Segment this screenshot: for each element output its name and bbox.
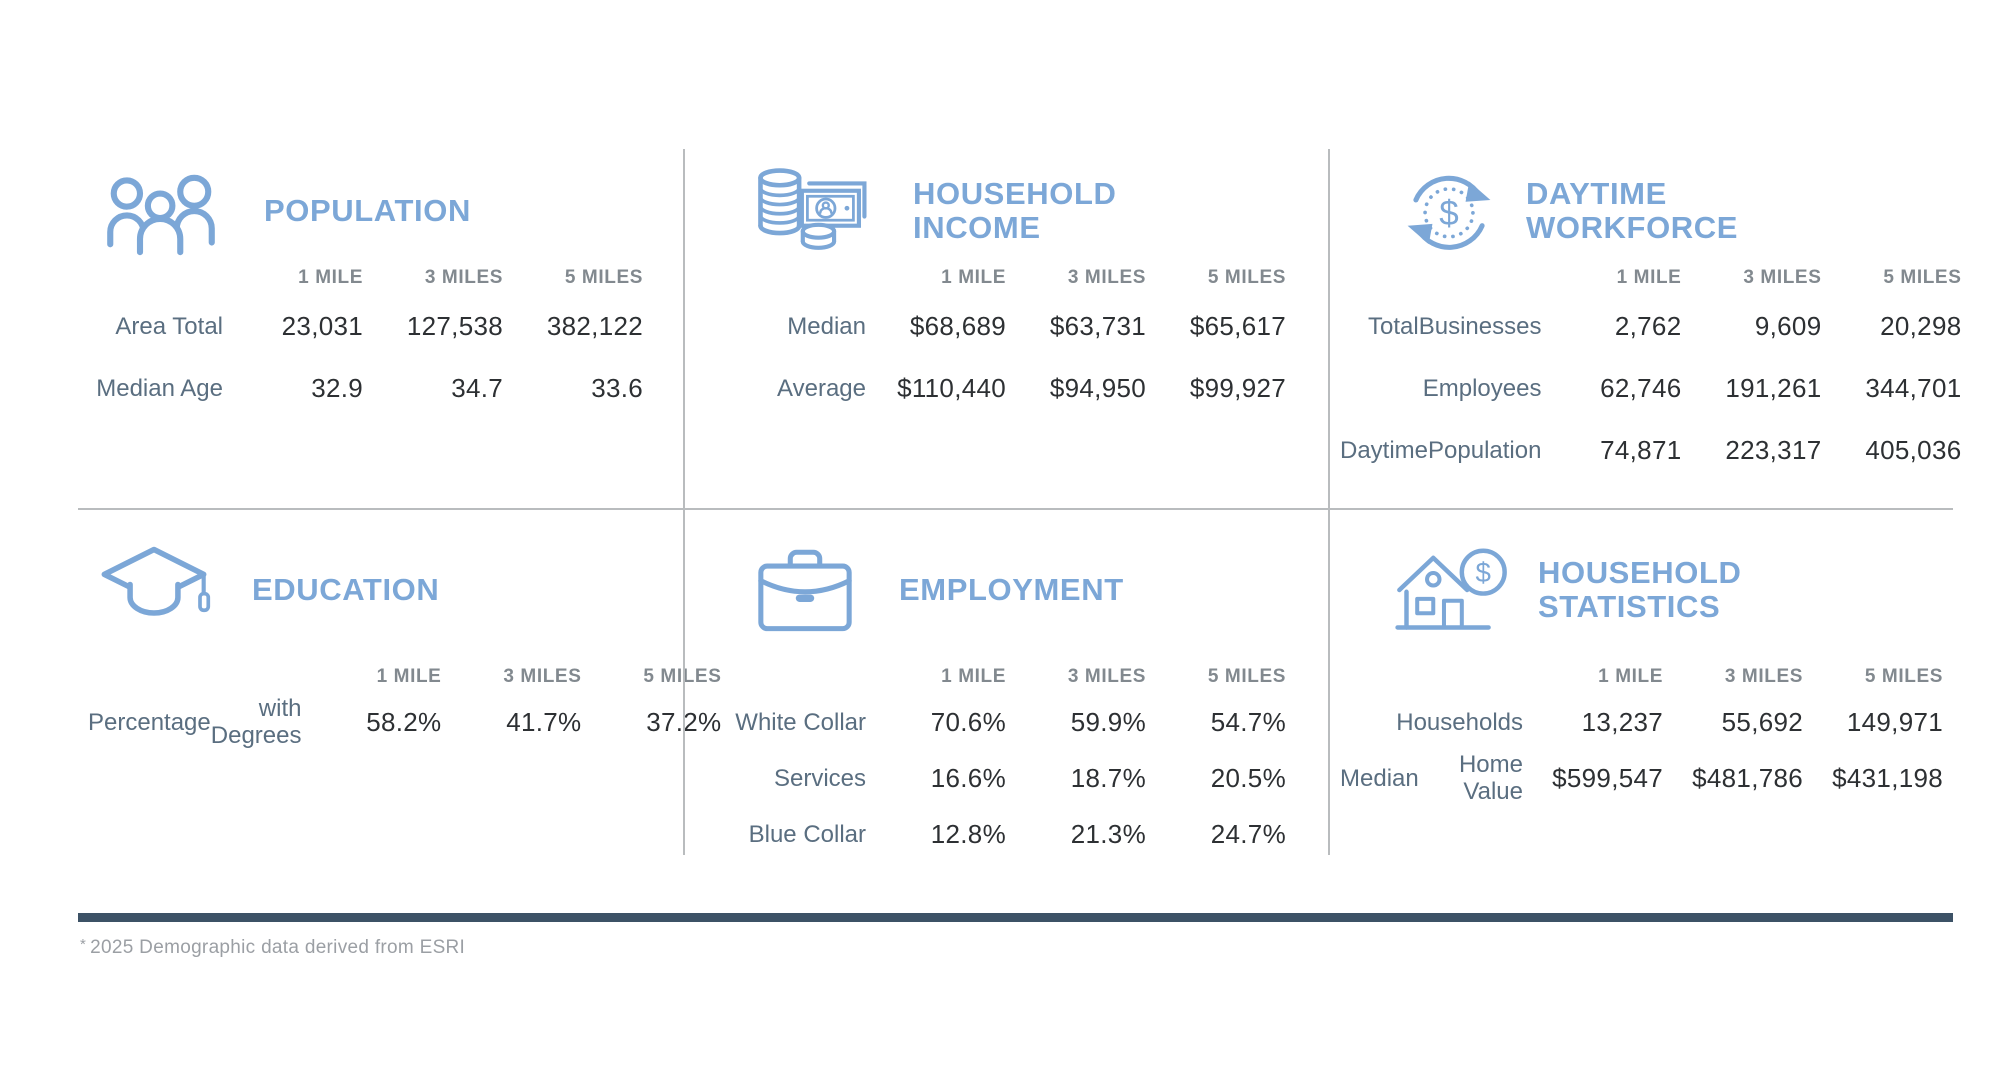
metric-value: $599,547 (1552, 762, 1663, 793)
metric-value: 74,871 (1600, 434, 1682, 465)
column-header-5miles: 5 MILES (1864, 666, 1943, 687)
panel-household-income (683, 149, 1330, 510)
column-header-3miles: 3 MILES (1067, 666, 1146, 687)
panel-title (899, 573, 1124, 607)
metric-value: 12.8% (930, 818, 1006, 849)
metric-value: $431,198 (1832, 762, 1943, 793)
metric-label: Services (773, 764, 866, 792)
metric-value: 32.9 (311, 372, 363, 403)
household-statistics-header (1394, 544, 1953, 636)
footnote-text: 2025 Demographic data derived from ESRI (90, 937, 466, 958)
column-header-3miles: 3 MILES (1067, 267, 1146, 288)
metric-value: 34.7 (451, 372, 503, 403)
title-line: EDUCATION (252, 572, 440, 607)
daytime-workforce-header (1398, 165, 1953, 257)
panel-employment (683, 510, 1330, 855)
svg-text:$: $ (1475, 556, 1491, 588)
column-header-5miles: 5 MILES (1207, 267, 1286, 288)
metric-value: 13,237 (1581, 706, 1663, 737)
panel-household-statistics (1330, 510, 1953, 855)
metric-value: $99,927 (1189, 372, 1286, 403)
metric-value: 23,031 (281, 310, 363, 341)
column-header-1mile: 1 MILE (298, 267, 363, 288)
metric-value: 149,971 (1846, 706, 1943, 737)
metric-value: $94,950 (1049, 372, 1146, 403)
metric-value: 191,261 (1725, 372, 1822, 403)
panel-title (1526, 177, 1738, 245)
household-income-table (685, 261, 1328, 419)
source-footnote (80, 936, 465, 959)
metric-value: 41.7% (506, 706, 582, 737)
metric-value: $68,689 (909, 310, 1006, 341)
column-header-5miles: 5 MILES (564, 267, 643, 288)
title-line: HOUSEHOLD (1538, 555, 1742, 590)
svg-text:$: $ (1439, 193, 1459, 233)
education-header (94, 544, 683, 636)
panel-daytime-workforce (1330, 149, 1962, 510)
metric-value: 9,609 (1754, 310, 1822, 341)
metric-label: Percentage with Degrees (88, 695, 302, 749)
population-header (98, 165, 683, 257)
coins-cash-icon (737, 165, 887, 257)
panel-title (1538, 556, 1741, 624)
household-statistics-table (1330, 660, 1953, 806)
metric-label: Area Total (115, 312, 223, 340)
metric-label: Median Age (96, 374, 223, 402)
briefcase-icon (749, 544, 861, 636)
column-header-3miles: 3 MILES (1743, 267, 1822, 288)
panel-title (252, 573, 439, 607)
metric-value: 55,692 (1721, 706, 1803, 737)
graduation-cap-icon (94, 544, 214, 636)
metric-value: $110,440 (897, 372, 1006, 403)
panel-education (78, 510, 722, 855)
column-header-1mile: 1 MILE (1598, 666, 1663, 687)
column-header-1mile: 1 MILE (376, 666, 442, 687)
metric-value: 20.5% (1210, 762, 1286, 793)
people-icon (98, 165, 238, 257)
daytime-workforce-table (1330, 261, 1962, 481)
metric-value: 54.7% (1210, 706, 1286, 737)
metric-value: 16.6% (930, 762, 1006, 793)
metric-value: 70.6% (930, 706, 1006, 737)
metric-label: Households (1396, 708, 1523, 736)
title-line: STATISTICS (1538, 589, 1721, 624)
column-header-5miles: 5 MILES (1207, 666, 1286, 687)
panel-title (913, 177, 1116, 245)
metric-label: Median Home Value (1340, 751, 1523, 805)
metric-value: $65,617 (1189, 310, 1286, 341)
column-header-5miles: 5 MILES (643, 666, 722, 687)
household-income-header (737, 165, 1328, 257)
title-line: DAYTIME (1526, 176, 1667, 211)
title-line: HOUSEHOLD (913, 176, 1117, 211)
dollar-cycle-icon (1398, 165, 1500, 257)
title-line: POPULATION (264, 193, 471, 228)
metric-value: 24.7% (1210, 818, 1286, 849)
house-dollar-icon (1394, 544, 1510, 636)
metric-label: Total Businesses (1368, 312, 1542, 340)
metric-value: 58.2% (366, 706, 442, 737)
column-header-3miles: 3 MILES (1724, 666, 1803, 687)
title-line: INCOME (913, 210, 1041, 245)
column-header-1mile: 1 MILE (1616, 267, 1682, 288)
metric-value: 2,762 (1614, 310, 1682, 341)
population-table (78, 261, 683, 419)
panel-population (78, 149, 683, 510)
metric-value: 33.6 (591, 372, 643, 403)
metric-value: 127,538 (406, 310, 503, 341)
title-line: EMPLOYMENT (899, 572, 1124, 607)
employment-table (685, 660, 1328, 862)
column-header-5miles: 5 MILES (1883, 267, 1962, 288)
metric-label: Daytime Population (1340, 436, 1542, 464)
metric-value: $63,731 (1049, 310, 1146, 341)
employment-header (749, 544, 1328, 636)
footer-divider-bar (78, 913, 1953, 922)
metric-label: White Collar (735, 708, 866, 736)
title-line: WORKFORCE (1526, 210, 1739, 245)
metric-label: Employees (1422, 374, 1542, 402)
education-table (78, 660, 722, 750)
metric-value: 382,122 (546, 310, 643, 341)
metric-value: 20,298 (1880, 310, 1962, 341)
metric-value: 223,317 (1725, 434, 1822, 465)
metric-value: 344,701 (1865, 372, 1962, 403)
metric-value: 18.7% (1070, 762, 1146, 793)
demographics-grid (78, 149, 1962, 855)
asterisk-mark: * (80, 936, 87, 953)
metric-value: 37.2% (646, 706, 722, 737)
metric-value: 405,036 (1865, 434, 1962, 465)
column-header-3miles: 3 MILES (503, 666, 582, 687)
metric-label: Average (777, 374, 866, 402)
metric-value: $481,786 (1692, 762, 1803, 793)
column-header-1mile: 1 MILE (941, 267, 1006, 288)
metric-value: 59.9% (1070, 706, 1146, 737)
column-header-3miles: 3 MILES (424, 267, 503, 288)
metric-value: 62,746 (1600, 372, 1682, 403)
metric-value: 21.3% (1070, 818, 1146, 849)
column-header-1mile: 1 MILE (941, 666, 1006, 687)
metric-label: Median (787, 312, 866, 340)
panel-title (264, 194, 471, 228)
metric-label: Blue Collar (748, 820, 866, 848)
